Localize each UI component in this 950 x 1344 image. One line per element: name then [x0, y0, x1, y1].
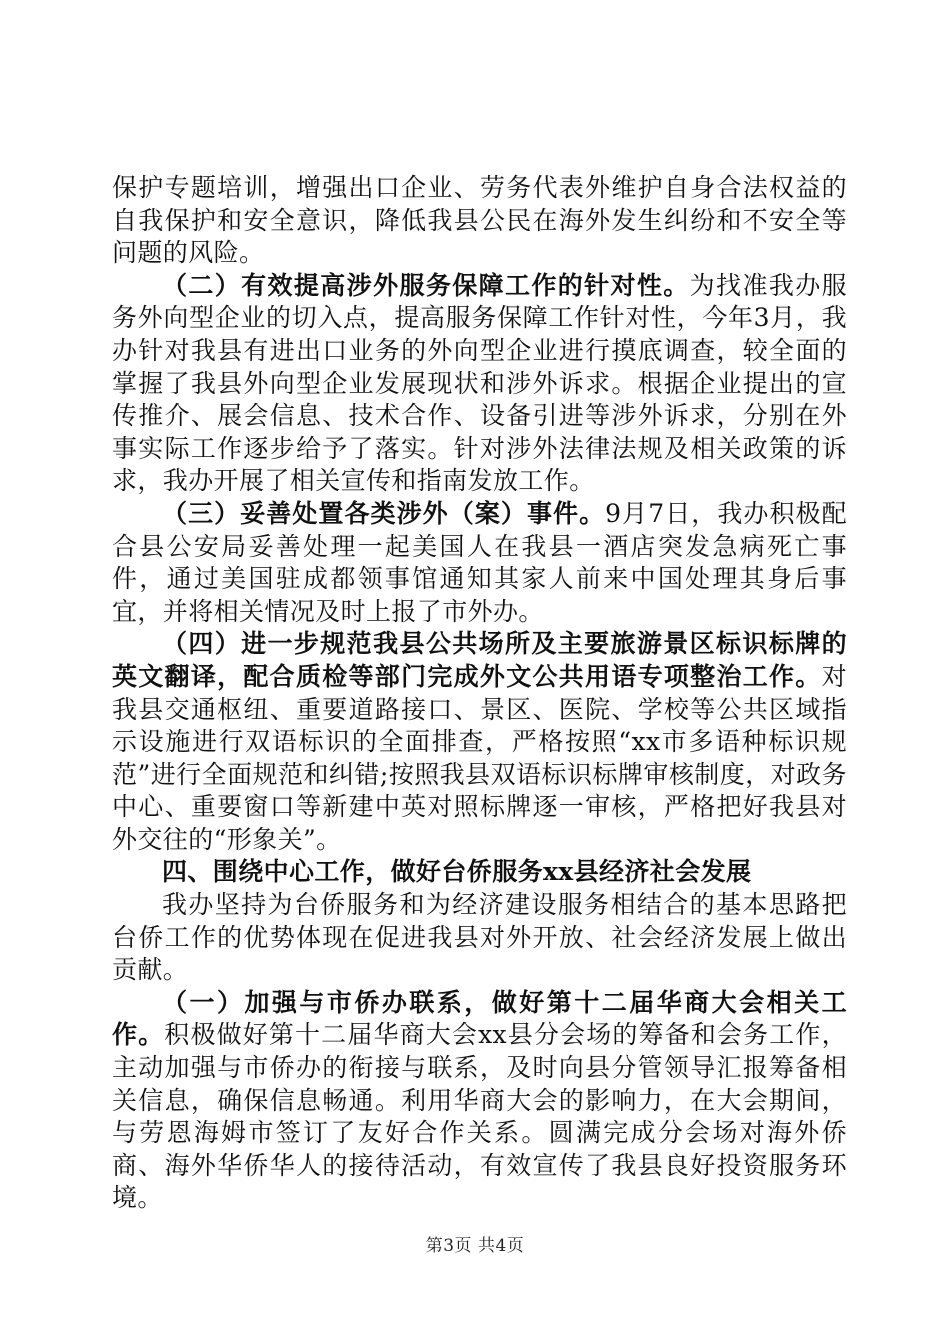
paragraph-continuation	[112, 172, 847, 270]
paragraph-text: 我办坚持为台侨服务和为经济建设服务相结合的基本思路把台侨工作的优势体现在促进我县对外开放、社会经济发展上做出贡献。	[112, 890, 847, 985]
paragraph-heading: （一）加强与市侨办联系，做好第十二届华商大会相关工作。	[112, 987, 847, 1050]
paragraph-heading: （三）妥善处置各类涉外（案）事件。	[162, 498, 606, 528]
paragraph-text: 保护专题培训，增强出口企业、劳务代表外维护自身合法权益的自我保护和安全意识，降低我县公民在海外发生纠纷和不安全等问题的风险。	[112, 173, 847, 268]
section-heading-text: 四、围绕中心工作，做好台侨服务xx县经济社会发展	[162, 857, 752, 887]
paragraph-chinese-business-conference	[112, 987, 847, 1215]
paragraph-text: 9月7日，我办积极配合县公安局妥善处理一起美国人在我县一酒店突发急病死亡事件，通过美国驻成都领事馆通知其家人前来中国处理其身后事宜，并将相关情况及时上报了市外办。	[112, 498, 847, 626]
section-heading-four	[112, 856, 847, 889]
paragraph-heading: （四）进一步规范我县公共场所及主要旅游景区标识标牌的英文翻译，配合质检等部门完成外文公共用语专项整治工作。	[112, 629, 847, 691]
paragraph-foreign-incidents	[112, 498, 847, 628]
paragraph-service-targeting	[112, 270, 847, 498]
paragraph-overseas-chinese-service	[112, 889, 847, 987]
paragraph-heading: （二）有效提高涉外服务保障工作的针对性。	[162, 270, 690, 300]
paragraph-text: 积极做好第十二届华商大会xx县分会场的筹备和会务工作，主动加强与市侨办的衔接与联系，及时向县分管领导汇报筹备相关信息，确保信息畅通。利用华商大会的影响力，在大会期间，与劳恩海姆市签订了友好合作关系。圆满完成分会场对海外侨商、海外华侨华人的接待活动，有效宣传了我县良好投资服务环境。	[112, 1020, 847, 1213]
paragraph-bilingual-signage	[112, 628, 847, 856]
document-body	[112, 172, 847, 1215]
paragraph-text: 对我县交通枢纽、重要道路接口、景区、医院、学校等公共区域指示设施进行双语标识的全面排查，严格按照“xx市多语种标识规范”进行全面规范和纠错;按照我县双语标识标牌审核制度，对政务中心、重要窗口等新建中英对照标牌逐一审核，严格把好我县对外交往的“形象关”。	[112, 661, 847, 854]
paragraph-text: 为找准我办服务外向型企业的切入点，提高服务保障工作针对性，今年3月，我办针对我县有进出口业务的外向型企业进行摸底调查，较全面的掌握了我县外向型企业发展现状和涉外诉求。根据企业提出的宣传推介、展会信息、技术合作、设备引进等涉外诉求，分别在外事实际工作逐步给予了落实。针对涉外法律法规及相关政策的诉求，我办开展了相关宣传和指南发放工作。	[112, 270, 847, 496]
page-number-footer: 第3页 共4页	[425, 1236, 525, 1256]
